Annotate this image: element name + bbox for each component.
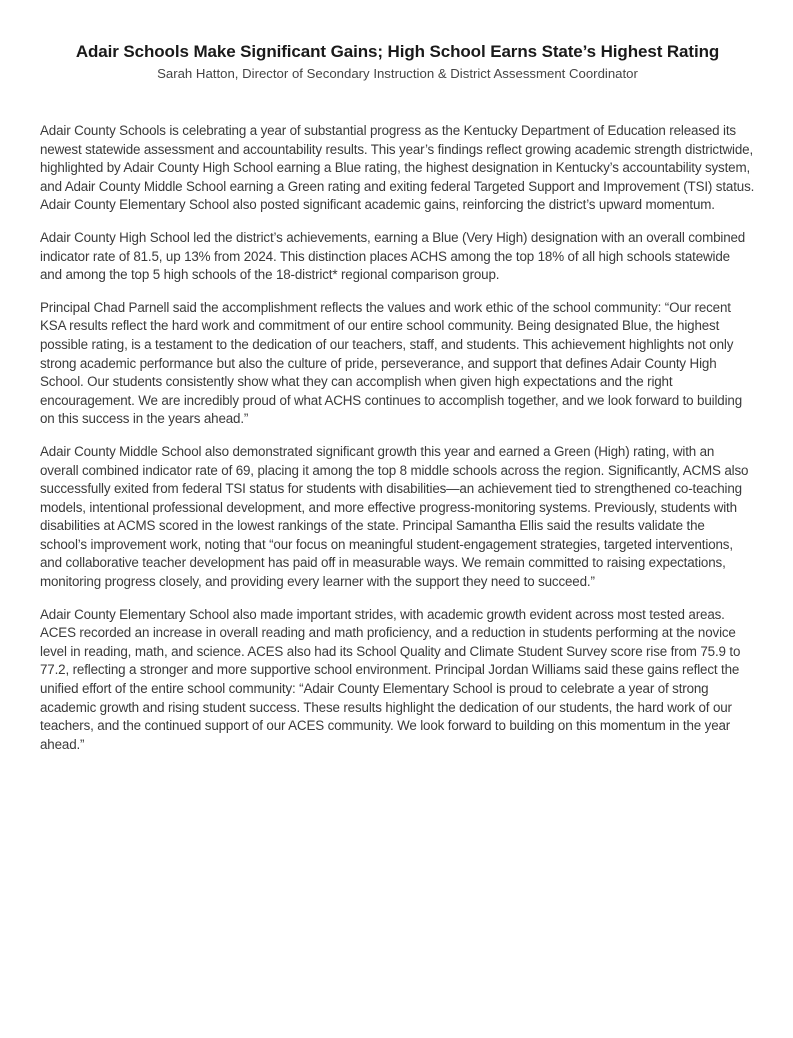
paragraph-middle-school: Adair County Middle School also demonstrated significant growth this year and earned a Green (High) rating, with an overall combined indicator rate of 69, placing it among the top 8 middle schools across the region. Significantly, ACMS also successfully exited from federal TSI status for students with disabilities—an achievement tied to strengthened co-teaching models, intentional professional development, and more effective progress-monitoring systems. Previously, students with disabilities at ACMS scored in the lowest rankings of the state. Principal Samantha Ellis said the results validate the school’s improvement work, noting that “our focus on meaningful student-engagement strategies, targeted interventions, and collaborative teacher development has paid off in measurable ways. We remain committed to raising expectations, monitoring progress closely, and providing every learner with the support they need to succeed.” <box>40 443 749 590</box>
byline: Sarah Hatton, Director of Secondary Instruction & District Assessment Coordinator <box>157 66 638 81</box>
paragraph-high-school: Adair County High School led the district’s achievements, earning a Blue (Very High) designation with an overall combined indicator rate of 81.5, up 13% from 2024. This distinction places ACHS among the top 18% of all high schools statewide and among the top 5 high schools of the 18-district* regional comparison group. <box>40 229 746 283</box>
article-body <box>40 122 755 754</box>
paragraph-elementary-school: Adair County Elementary School also made important strides, with academic growth evident across most tested areas. ACES recorded an increase in overall reading and math proficiency, and a reduction in students performing at the novice level in reading, math, and science. ACES also had its School Quality and Climate Student Survey score rise from 75.9 to 77.2, reflecting a stronger and more supportive school environment. Principal Jordan Williams said these gains reflect the unified effort of the entire school community: “Adair County Elementary School is proud to celebrate a year of strong academic growth and rising student success. These results highlight the dedication of our students, the hard work of our teachers, and the continued support of our ACES community. We look forward to building on this momentum in the year ahead.” <box>40 606 741 752</box>
paragraph-intro: Adair County Schools is celebrating a year of substantial progress as the Kentucky Department of Education released its newest statewide assessment and accountability results. This year’s findings reflect growing academic strength districtwide, highlighted by Adair County High School earning a Blue rating, the highest designation in Kentucky’s accountability system, and Adair County Middle School earning a Green rating and exiting federal Targeted Support and Improvement (TSI) status. Adair County Elementary School also posted significant academic gains, reinforcing the district’s upward momentum. <box>40 123 755 213</box>
paragraph-principal-parnell-quote: Principal Chad Parnell said the accomplishment reflects the values and work ethic of the school community: “Our recent KSA results reflect the hard work and commitment of our entire school community. Being designated Blue, the highest possible rating, is a testament to the dedication of our teachers, staff, and students. This achievement highlights not only strong academic performance but also the culture of pride, perseverance, and support that defines Adair County High School. Our students consistently show what they can accomplish when given high expectations and the right encouragement. We are incredibly proud of what ACHS continues to accomplish together, and we look forward to building on this success in the years ahead.” <box>40 299 742 427</box>
page-title: Adair Schools Make Significant Gains; High School Earns State’s Highest Rating <box>75 42 720 61</box>
